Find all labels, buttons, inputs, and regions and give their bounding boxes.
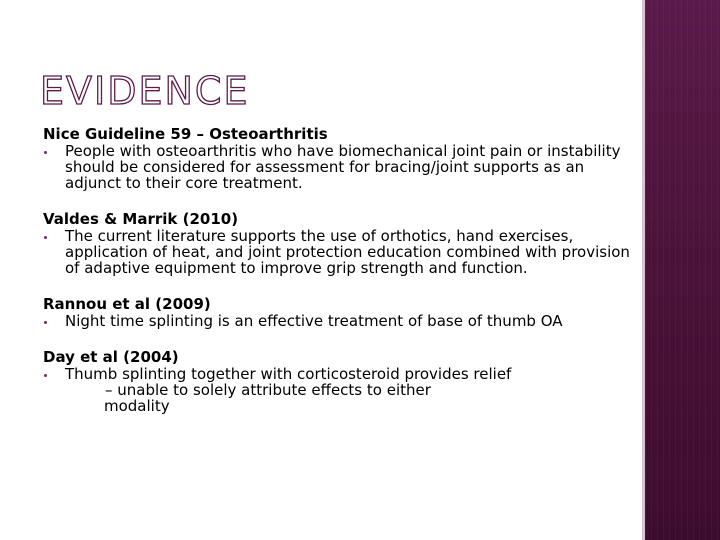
bullet-item — [43, 228, 633, 276]
bullet-item — [43, 143, 633, 191]
evidence-section-valdes — [43, 211, 633, 276]
section-heading: Day et al (2004) — [43, 348, 179, 366]
evidence-section-rannou — [43, 296, 633, 329]
bullet-text: People with osteoarthritis who have biomechanical joint pain or instability should be considered for assessment for bracing/joint supports as an adjunct to their core treatment. — [65, 142, 621, 192]
side-band-edge — [642, 0, 645, 540]
bullet-dot-icon — [44, 151, 47, 154]
slide-content — [43, 126, 633, 434]
bullet-text: Thumb splinting together with corticosteroid provides relief — [65, 365, 512, 383]
section-heading: Nice Guideline 59 – Osteoarthritis — [43, 125, 328, 143]
side-band-texture — [645, 0, 720, 540]
bullet-item — [43, 366, 633, 382]
bullet-continuation: modality — [104, 397, 170, 415]
bullet-text: Night time splinting is an effective treatment of base of thumb OA — [65, 312, 563, 330]
bullet-continuation: – unable to solely attribute effects to either — [105, 381, 431, 399]
evidence-section-nice — [43, 126, 633, 191]
bullet-dot-icon — [44, 374, 47, 377]
section-heading: Valdes & Marrik (2010) — [43, 210, 239, 228]
section-heading: Rannou et al (2009) — [43, 295, 211, 313]
bullet-item — [43, 313, 633, 329]
bullet-text: The current literature supports the use of orthotics, hand exercises, application of heat, and joint protection education combined with provision of adaptive equipment to improve grip strength and function. — [65, 227, 630, 277]
evidence-section-day — [43, 349, 633, 414]
bullet-dot-icon — [44, 321, 47, 324]
bullet-dot-icon — [44, 236, 47, 239]
slide-title: EVIDENCE — [40, 69, 250, 113]
